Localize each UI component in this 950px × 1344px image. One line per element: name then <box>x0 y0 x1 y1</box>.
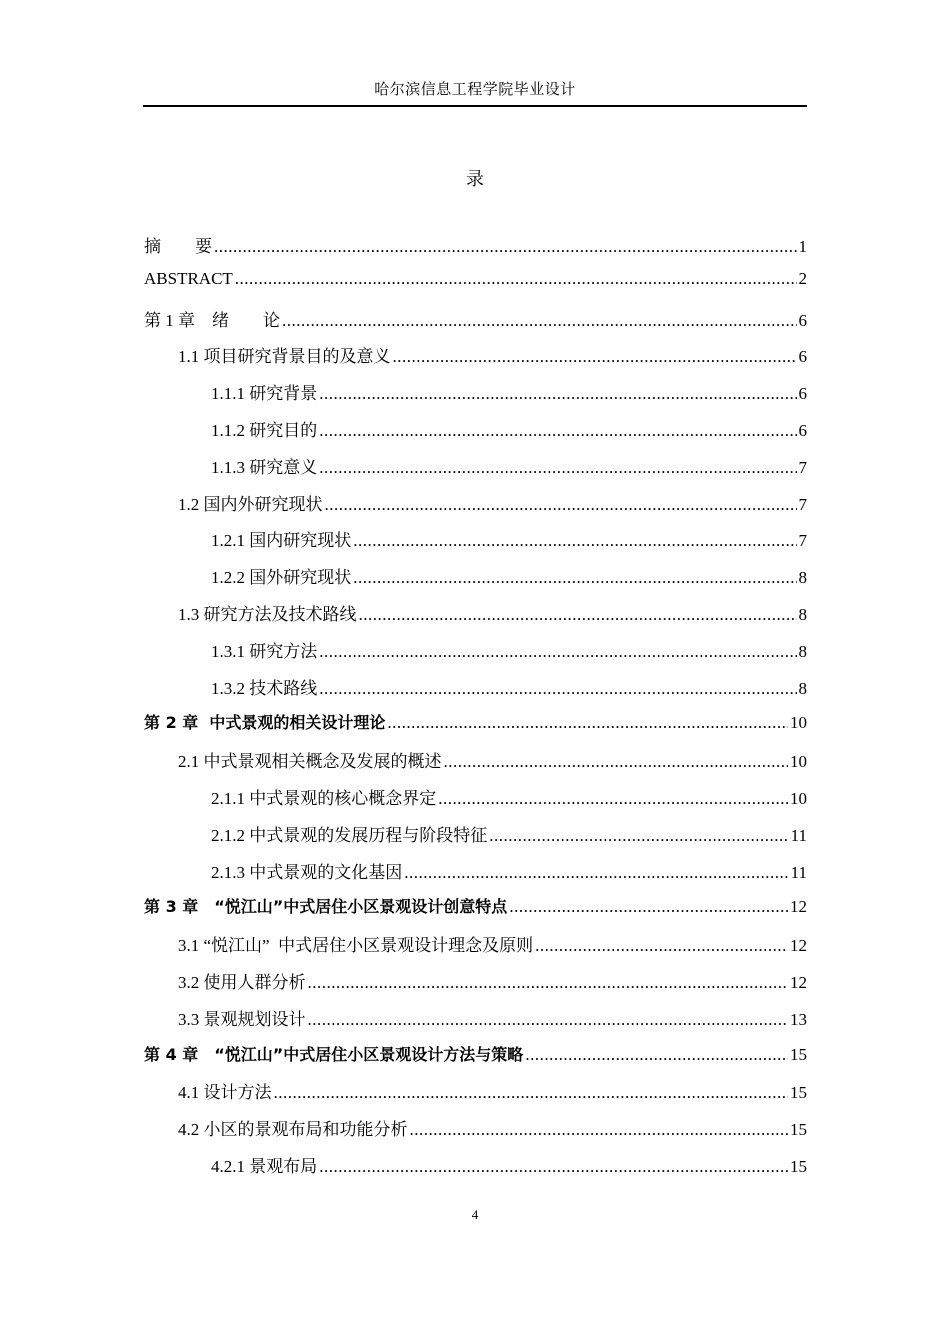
toc-entry-page: 1 <box>798 237 807 256</box>
toc-dot-leader <box>535 936 788 956</box>
toc-entry-page: 12 <box>790 936 807 956</box>
toc-entry-title: 1.2 国内外研究现状 <box>178 494 323 514</box>
toc-entry-page: 6 <box>798 310 807 330</box>
toc-entry-title: 1.2.2 国外研究现状 <box>211 568 352 588</box>
toc-title: 录 <box>466 169 484 189</box>
toc-entry-title: 第 2 章 中式景观的相关设计理论 <box>144 713 386 733</box>
toc-entry-page: 10 <box>790 713 807 733</box>
toc-entry-title: 摘 要 <box>144 237 212 256</box>
toc-entry-title: 第 4 章 “悦江山”中式居住小区景观设计方法与策略 <box>144 1044 524 1064</box>
toc-entry-page: 8 <box>798 678 807 698</box>
toc-entry-title: 4.1 设计方法 <box>178 1083 272 1103</box>
toc-entry-page: 8 <box>798 641 807 661</box>
toc-dot-leader <box>410 1120 789 1140</box>
toc-entry-page: 7 <box>798 494 807 514</box>
toc-dot-leader <box>214 237 797 257</box>
toc-entry[interactable] <box>144 490 807 527</box>
table-of-contents <box>144 232 807 1189</box>
toc-entry[interactable] <box>144 1005 807 1042</box>
toc-entry-title: 第 3 章 “悦江山”中式居住小区景观设计创意特点 <box>144 897 508 917</box>
toc-entry[interactable] <box>144 306 807 343</box>
toc-entry[interactable] <box>144 747 807 784</box>
header-divider <box>143 105 807 107</box>
toc-entry-page: 10 <box>790 788 807 808</box>
toc-entry[interactable] <box>144 600 807 637</box>
toc-entry[interactable] <box>144 453 807 490</box>
toc-entry-title: 2.1 中式景观相关概念及发展的概述 <box>178 752 442 772</box>
toc-entry-title: 1.1.2 研究目的 <box>211 420 318 440</box>
toc-entry[interactable] <box>144 416 807 453</box>
toc-entry-page: 7 <box>798 457 807 477</box>
toc-entry-page: 12 <box>790 897 807 917</box>
toc-entry-page: 15 <box>790 1083 807 1103</box>
toc-entry-title: 2.1.1 中式景观的核心概念界定 <box>211 788 437 808</box>
toc-entry-title: 3.3 景观规划设计 <box>178 1009 306 1029</box>
toc-entry[interactable] <box>144 674 807 711</box>
toc-entry-page: 10 <box>790 752 807 772</box>
toc-entry[interactable] <box>144 968 807 1005</box>
toc-dot-leader <box>319 458 796 478</box>
toc-dot-leader <box>359 605 797 625</box>
toc-entry-page: 11 <box>790 862 807 882</box>
toc-entry-title: 4.2.1 景观布局 <box>211 1156 318 1176</box>
toc-entry[interactable] <box>144 784 807 821</box>
toc-entry[interactable] <box>144 232 807 269</box>
toc-entry[interactable] <box>144 894 807 931</box>
toc-entry[interactable] <box>144 1078 807 1115</box>
toc-dot-leader <box>387 713 788 733</box>
toc-entry[interactable] <box>144 269 807 306</box>
toc-dot-leader <box>308 973 789 993</box>
toc-entry[interactable] <box>144 821 807 858</box>
toc-entry-title: 1.2.1 国内研究现状 <box>211 531 352 551</box>
toc-entry-page: 6 <box>798 420 807 440</box>
toc-entry-page: 6 <box>798 347 807 367</box>
toc-entry[interactable] <box>144 931 807 968</box>
toc-dot-leader <box>404 863 788 883</box>
toc-entry-title: 3.1 “悦江山” 中式居住小区景观设计理念及原则 <box>178 936 534 956</box>
toc-entry[interactable] <box>144 1152 807 1189</box>
toc-entry-page: 6 <box>798 384 807 404</box>
page-header: 哈尔滨信息工程学院毕业设计 <box>374 82 576 98</box>
toc-entry-page: 8 <box>798 604 807 624</box>
toc-dot-leader <box>282 311 797 331</box>
toc-dot-leader <box>438 789 788 809</box>
toc-entry-page: 12 <box>790 972 807 992</box>
toc-dot-leader <box>319 679 796 699</box>
toc-entry[interactable] <box>144 710 807 747</box>
toc-entry[interactable] <box>144 637 807 674</box>
toc-dot-leader <box>308 1010 789 1030</box>
toc-entry-page: 7 <box>798 531 807 551</box>
toc-entry-title: 2.1.2 中式景观的发展历程与阶段特征 <box>211 825 488 845</box>
toc-entry-title: 2.1.3 中式景观的文化基因 <box>211 862 403 882</box>
toc-dot-leader <box>274 1083 789 1103</box>
toc-entry[interactable] <box>144 563 807 600</box>
toc-entry-title: 1.1.1 研究背景 <box>211 384 318 404</box>
toc-dot-leader <box>353 531 796 551</box>
toc-entry-title: 1.1.3 研究意义 <box>211 457 318 477</box>
toc-entry[interactable] <box>144 342 807 379</box>
toc-dot-leader <box>509 897 788 917</box>
toc-dot-leader <box>444 752 789 772</box>
toc-entry-page: 2 <box>798 268 807 288</box>
toc-entry-title: ABSTRACT <box>144 268 233 288</box>
toc-entry-title: 第 1 章 绪 论 <box>144 310 280 330</box>
toc-dot-leader <box>525 1045 788 1065</box>
toc-entry-page: 8 <box>798 568 807 588</box>
toc-entry-title: 4.2 小区的景观布局和功能分析 <box>178 1120 408 1140</box>
toc-dot-leader <box>353 568 796 588</box>
toc-entry-page: 13 <box>790 1009 807 1029</box>
toc-dot-leader <box>319 384 796 404</box>
toc-dot-leader <box>235 269 797 289</box>
toc-dot-leader <box>325 495 797 515</box>
toc-entry-title: 1.3 研究方法及技术路线 <box>178 604 357 624</box>
toc-dot-leader <box>319 1157 788 1177</box>
toc-entry-page: 15 <box>790 1156 807 1176</box>
toc-entry-title: 3.2 使用人群分析 <box>178 972 306 992</box>
toc-entry[interactable] <box>144 858 807 895</box>
toc-entry-title: 1.3.2 技术路线 <box>211 678 318 698</box>
toc-entry[interactable] <box>144 379 807 416</box>
toc-entry[interactable] <box>144 1115 807 1152</box>
toc-dot-leader <box>319 642 796 662</box>
toc-dot-leader <box>319 421 796 441</box>
toc-entry-page: 15 <box>790 1120 807 1140</box>
toc-entry-page: 11 <box>790 825 807 845</box>
toc-entry-title: 1.1 项目研究背景目的及意义 <box>178 347 391 367</box>
toc-dot-leader <box>393 347 797 367</box>
toc-entry[interactable] <box>144 1042 807 1079</box>
toc-entry[interactable] <box>144 526 807 563</box>
toc-dot-leader <box>489 826 788 846</box>
page-number: 4 <box>471 1207 479 1222</box>
toc-entry-title: 1.3.1 研究方法 <box>211 641 318 661</box>
toc-entry-page: 15 <box>790 1044 807 1064</box>
